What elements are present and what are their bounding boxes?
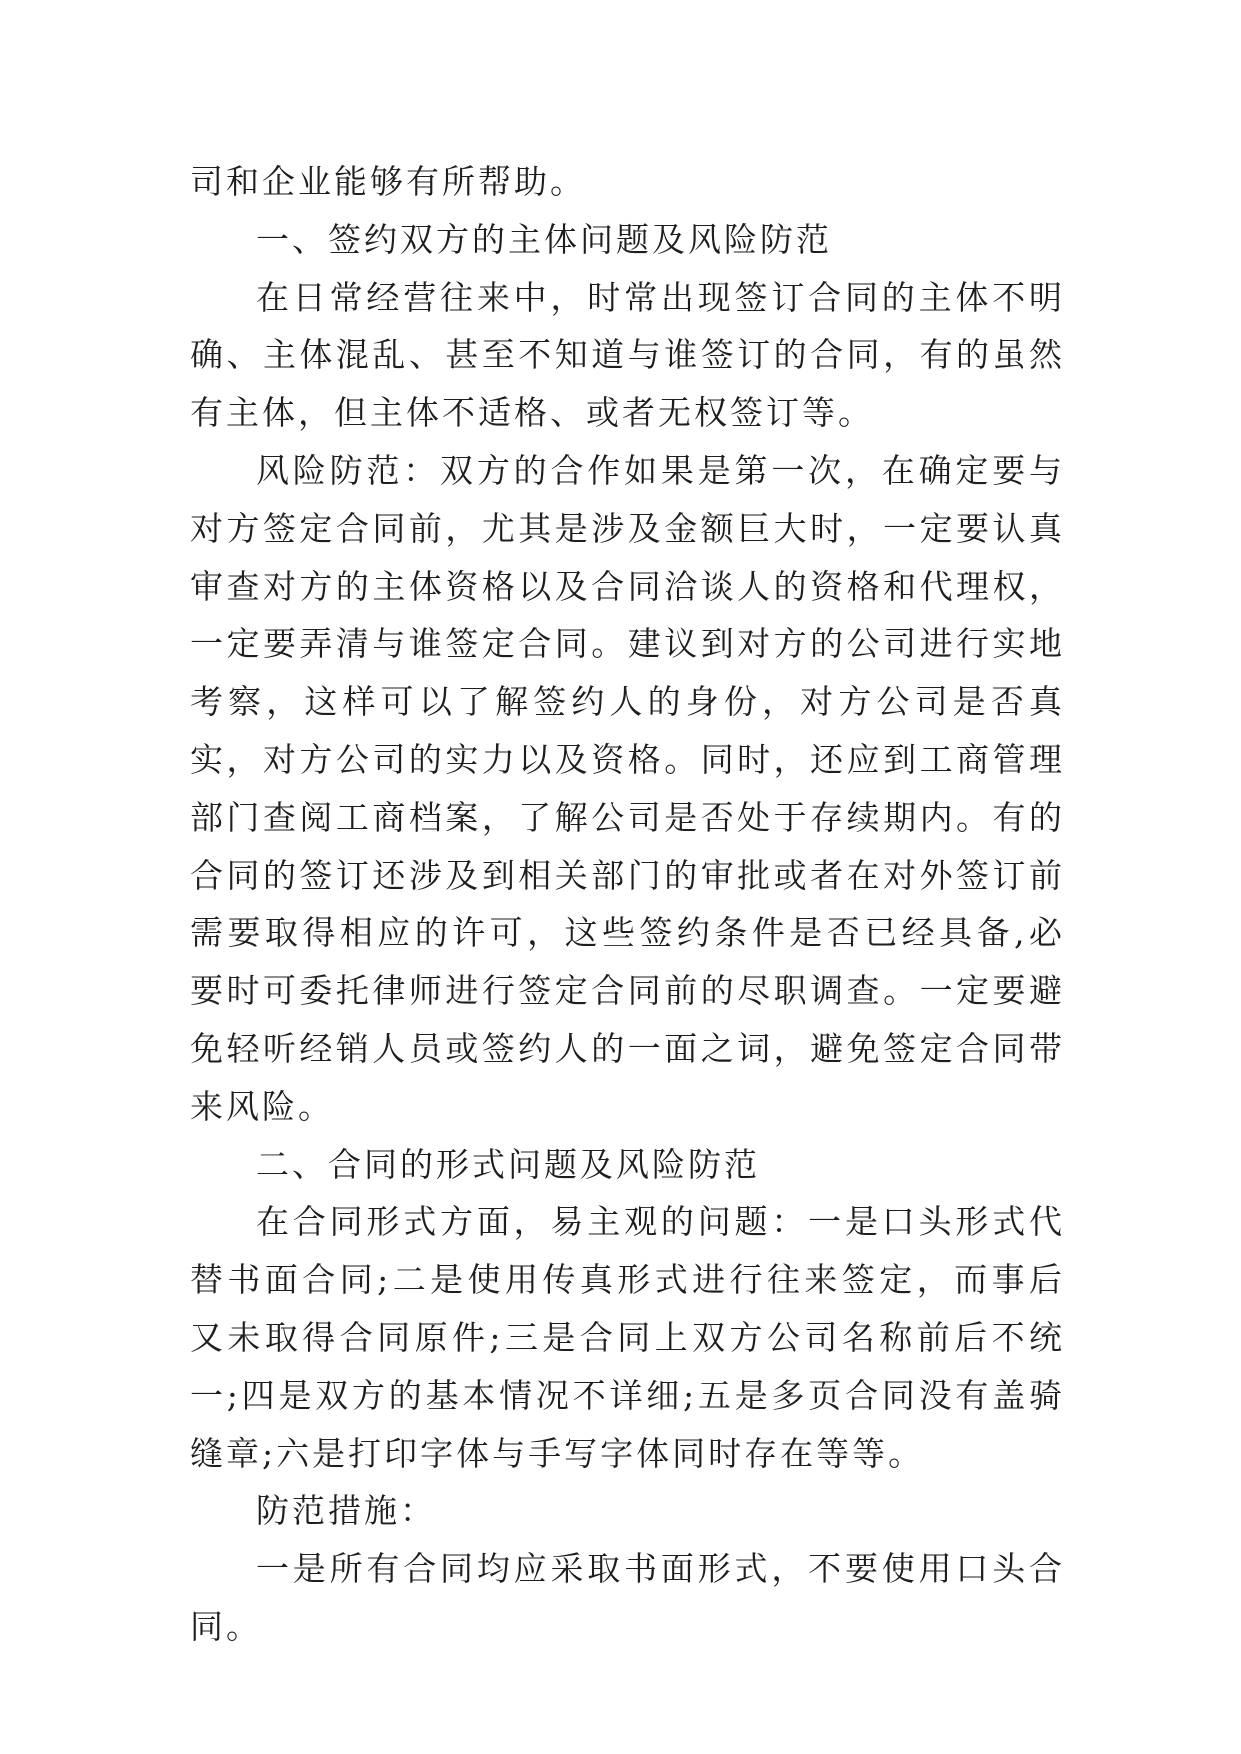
section-heading-2: 二、合同的形式问题及风险防范 — [256, 1144, 760, 1184]
document-body — [190, 153, 1065, 1656]
paragraph: 风险防范：双方的合作如果是第一次，在确定要与对方签定合同前，尤其是涉及金额巨大时，一定要认真审查对方的主体资格以及合同洽谈人的资格和代理权，一定要弄清与谁签定合同。建议到对方的公司进行实地考察，这样可以了解签约人的身份，对方公司是否真实，对方公司的实力以及资格。同时，还应到工商管理部门查阅工商档案，了解公司是否处于存续期内。有的合同的签订还涉及到相关部门的审批或者在对外签订前需要取得相应的许可，这些签约条件是否已经具备,必要时可委托律师进行签定合同前的尽职调查。一定要避免轻听经销人员或签约人的一面之词，避免签定合同带来风险。 — [190, 450, 1065, 1126]
paragraph: 在日常经营往来中，时常出现签订合同的主体不明确、主体混乱、甚至不知道与谁签订的合同，有的虽然有主体，但主体不适格、或者无权签订等。 — [190, 277, 1065, 433]
paragraph: 在合同形式方面，易主观的问题：一是口头形式代替书面合同;二是使用传真形式进行往来签定，而事后又未取得合同原件;三是合同上双方公司名称前后不统一;四是双方的基本情况不详细;五是多页合同没有盖骑缝章;六是打印字体与手写字体同时存在等等。 — [190, 1202, 1065, 1473]
paragraph-continuation: 司和企业能够有所帮助。 — [190, 162, 586, 201]
section-heading-1: 一、签约双方的主体问题及风险防范 — [256, 219, 832, 259]
paragraph: 一是所有合同均应采取书面形式，不要使用口头合同。 — [190, 1549, 1065, 1646]
paragraph-label: 防范措施： — [256, 1491, 436, 1531]
